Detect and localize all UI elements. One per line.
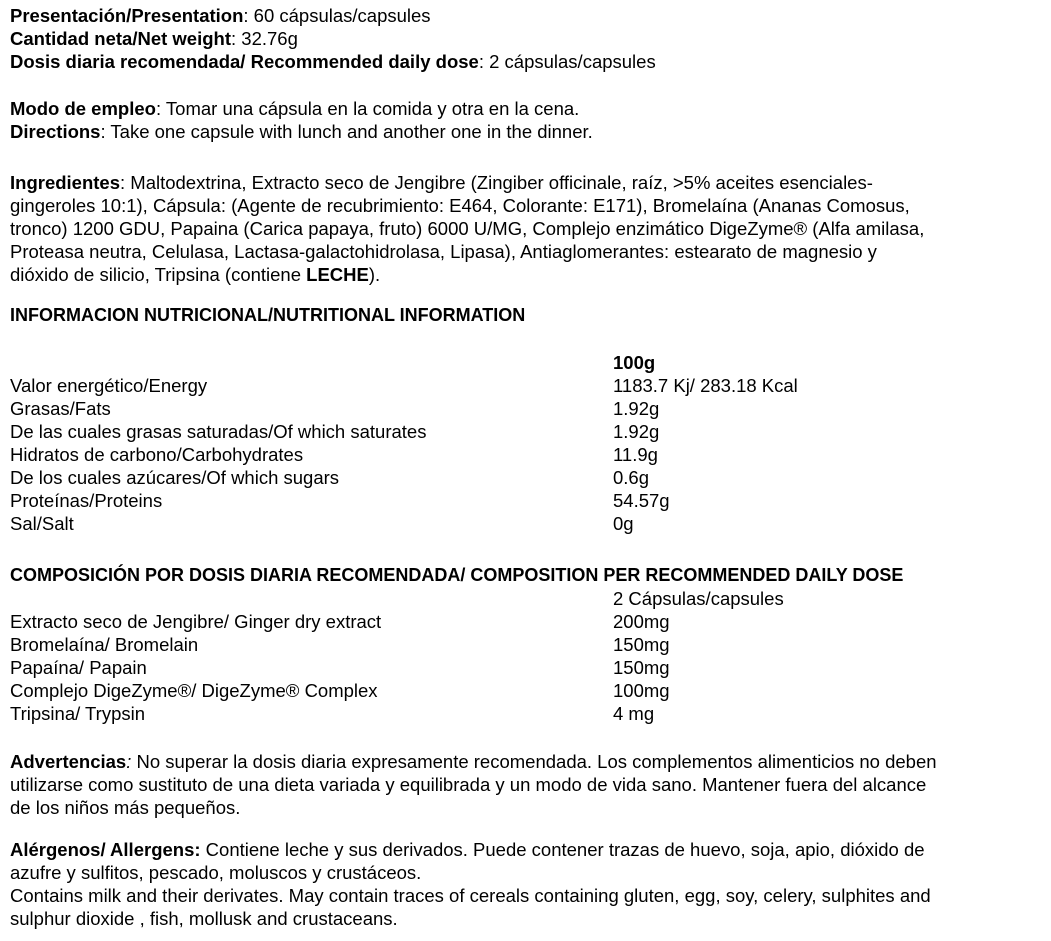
allergens-line-2: azufre y sulfitos, pescado, moluscos y crustáceos. bbox=[10, 862, 422, 883]
nutrition-column-header: 100g bbox=[613, 352, 656, 373]
row-value: 1.92g bbox=[613, 421, 660, 442]
row-value: 54.57g bbox=[613, 490, 670, 511]
net-weight-line bbox=[10, 27, 1045, 50]
ingredients-text-1: : Maltodextrina, Extracto seco de Jengibre (Zingiber officinale, raíz, >5% aceites esenciales- bbox=[120, 172, 873, 193]
ingredients-text-5: dióxido de silicio, Tripsina (contiene bbox=[10, 264, 307, 285]
row-label: Tripsina/ Trypsin bbox=[10, 703, 146, 724]
row-value: 1.92g bbox=[613, 398, 660, 419]
row-label: Extracto seco de Jengibre/ Ginger dry extract bbox=[10, 611, 382, 632]
allergens-label: Alérgenos/ Allergens: bbox=[10, 839, 201, 860]
row-value: 1183.7 Kj/ 283.18 Kcal bbox=[613, 375, 798, 396]
row-value: 0g bbox=[613, 513, 634, 534]
row-label: De los cuales azúcares/Of which sugars bbox=[10, 467, 340, 488]
daily-dose-value: : 2 cápsulas/capsules bbox=[478, 51, 656, 72]
table-row bbox=[10, 397, 1045, 420]
allergens-section bbox=[10, 838, 1045, 930]
ingredients-line-4: Proteasa neutra, Celulasa, Lactasa-galactohidrolasa, Lipasa), Antiaglomerantes: estearato de magnesio y bbox=[10, 241, 877, 262]
ingredients-line-3: tronco) 1200 GDU, Papaina (Carica papaya, fruto) 6000 U/MG, Complejo enzimático DigeZyme® (Alfa amilasa, bbox=[10, 218, 925, 239]
usage-es-text: : Tomar una cápsula en la comida y otra en la cena. bbox=[155, 98, 580, 119]
row-value: 100mg bbox=[613, 680, 670, 701]
row-value: 0.6g bbox=[613, 467, 650, 488]
composition-table bbox=[10, 587, 1045, 725]
usage-es-label: Modo de empleo bbox=[10, 98, 156, 119]
presentation-label: Presentación/Presentation bbox=[10, 5, 244, 26]
usage-en-label: Directions bbox=[10, 121, 101, 142]
row-label: Grasas/Fats bbox=[10, 398, 111, 419]
row-label: Bromelaína/ Bromelain bbox=[10, 634, 199, 655]
nutrition-table bbox=[10, 351, 1045, 535]
table-row bbox=[10, 466, 1045, 489]
table-row bbox=[10, 443, 1045, 466]
table-row bbox=[10, 374, 1045, 397]
row-label: Sal/Salt bbox=[10, 513, 74, 534]
ingredients-section bbox=[10, 171, 1045, 286]
composition-heading: COMPOSICIÓN POR DOSIS DIARIA RECOMENDADA/ COMPOSITION PER RECOMMENDED DAILY DOSE bbox=[10, 565, 904, 585]
warnings-label: Advertencias bbox=[10, 751, 127, 772]
ingredients-line-2: gingeroles 10:1), Cápsula: (Agente de recubrimiento: E464, Colorante: E171), Bromelaína (Ananas Comosus, bbox=[10, 195, 910, 216]
table-row bbox=[10, 512, 1045, 535]
daily-dose-line bbox=[10, 50, 1045, 73]
warnings-text-1: No superar la dosis diaria expresamente recomendada. Los complementos alimenticios no deben bbox=[131, 751, 937, 772]
table-row bbox=[10, 656, 1045, 679]
ingredients-end: ). bbox=[368, 264, 381, 285]
nutrition-heading: INFORMACION NUTRICIONAL/NUTRITIONAL INFORMATION bbox=[10, 305, 526, 325]
row-value: 4 mg bbox=[613, 703, 655, 724]
row-value: 11.9g bbox=[613, 444, 658, 465]
allergens-line-1 bbox=[10, 838, 1045, 861]
composition-header-row bbox=[10, 587, 1045, 610]
composition-column-header: 2 Cápsulas/capsules bbox=[613, 588, 784, 609]
presentation-value: : 60 cápsulas/capsules bbox=[243, 5, 431, 26]
table-row bbox=[10, 633, 1045, 656]
warnings-line-3: de los niños más pequeños. bbox=[10, 797, 241, 818]
ingredients-line-1 bbox=[10, 171, 1045, 194]
usage-en-text: : Take one capsule with lunch and another one in the dinner. bbox=[100, 121, 593, 142]
table-row bbox=[10, 610, 1045, 633]
table-row bbox=[10, 420, 1045, 443]
row-value: 150mg bbox=[613, 634, 670, 655]
warnings-colon: : bbox=[126, 751, 132, 772]
nutrition-rows bbox=[10, 374, 1045, 535]
row-value: 200mg bbox=[613, 611, 670, 632]
row-label: Valor energético/Energy bbox=[10, 375, 208, 396]
ingredients-allergen-emphasis: LECHE bbox=[306, 264, 369, 285]
daily-dose-label: Dosis diaria recomendada/ Recommended daily dose bbox=[10, 51, 479, 72]
nutrition-header-row bbox=[10, 351, 1045, 374]
row-value: 150mg bbox=[613, 657, 670, 678]
ingredients-label: Ingredientes bbox=[10, 172, 120, 193]
usage-es-line bbox=[10, 97, 1045, 120]
presentation-section bbox=[10, 4, 1045, 73]
allergens-line-4: sulphur dioxide , fish, mollusk and crustaceans. bbox=[10, 908, 398, 929]
net-weight-value: : 32.76g bbox=[231, 28, 298, 49]
net-weight-label: Cantidad neta/Net weight bbox=[10, 28, 231, 49]
table-row bbox=[10, 679, 1045, 702]
usage-section bbox=[10, 97, 1045, 143]
allergens-line-3: Contains milk and their derivates. May contain traces of cereals containing gluten, egg, soy, celery, sulphites and bbox=[10, 885, 931, 906]
row-label: Proteínas/Proteins bbox=[10, 490, 163, 511]
row-label: De las cuales grasas saturadas/Of which saturates bbox=[10, 421, 427, 442]
usage-en-line bbox=[10, 120, 1045, 143]
ingredients-line-5 bbox=[10, 263, 1045, 286]
warnings-line-2: utilizarse como sustituto de una dieta variada y equilibrada y un modo de vida sano. Mantener fuera del alcance bbox=[10, 774, 927, 795]
row-label: Papaína/ Papain bbox=[10, 657, 147, 678]
row-label: Hidratos de carbono/Carbohydrates bbox=[10, 444, 304, 465]
presentation-line bbox=[10, 4, 1045, 27]
warnings-line-1 bbox=[10, 750, 1045, 773]
table-row bbox=[10, 489, 1045, 512]
table-row bbox=[10, 702, 1045, 725]
warnings-section bbox=[10, 750, 1045, 819]
row-label: Complejo DigeZyme®/ DigeZyme® Complex bbox=[10, 680, 378, 701]
allergens-text-1: Contiene leche y sus derivados. Puede contener trazas de huevo, soja, apio, dióxido de bbox=[200, 839, 925, 860]
composition-rows bbox=[10, 610, 1045, 725]
